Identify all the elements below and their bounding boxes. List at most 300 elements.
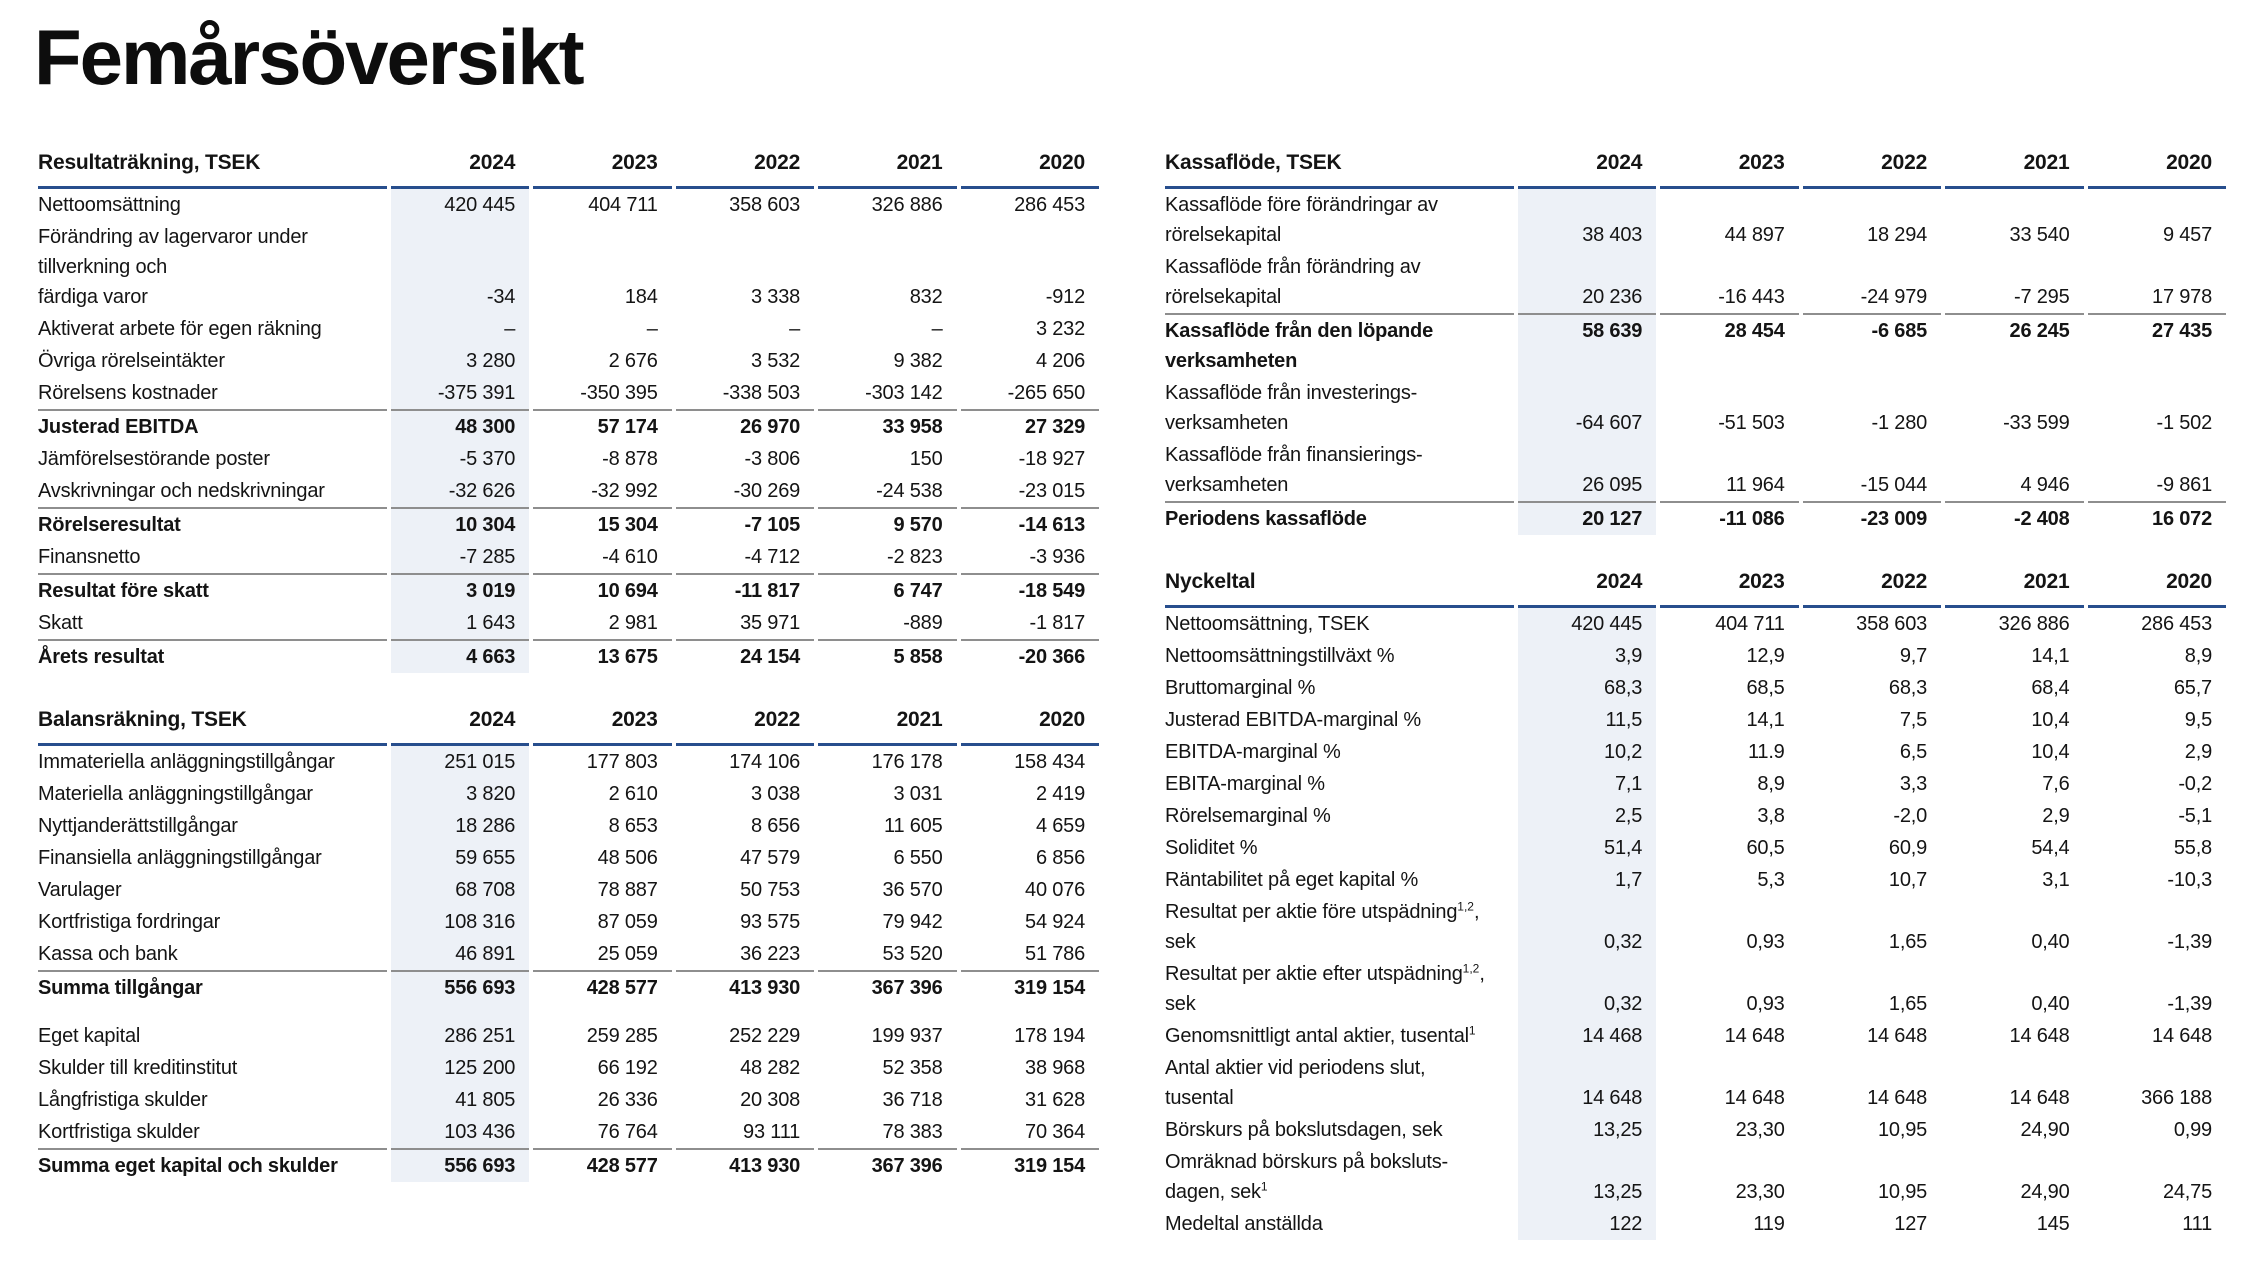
row-label: Kassaflöde före förändringar av rörelsekapital	[1165, 194, 1438, 246]
row-label: Medeltal anställda	[1165, 1213, 1323, 1235]
column-header-year: 2020	[2088, 569, 2227, 608]
cell-value: -7 295	[2013, 286, 2070, 308]
table-section-title: Balansräkning, TSEK	[38, 707, 387, 746]
cell-value: -3 806	[744, 448, 801, 470]
cell-value: 60,9	[1888, 837, 1928, 859]
cell-value: 111	[2182, 1213, 2212, 1235]
row-label: Jämförelsestörande poster	[38, 448, 270, 470]
cell-value: 3,1	[2042, 869, 2070, 891]
cell-value: -1 280	[1871, 412, 1928, 434]
cell-value: 10 304	[391, 507, 529, 541]
table-section-title: Kassaflöde, TSEK	[1165, 150, 1514, 189]
cell-value: 286 251	[391, 1004, 529, 1052]
cell-value: 18 294	[1867, 224, 1928, 246]
cell-value: 10,2	[1518, 736, 1656, 768]
cell-value: -34	[391, 221, 529, 313]
cell-value: -1,39	[2167, 931, 2212, 953]
cell-value: 832	[909, 286, 943, 308]
table-row	[38, 189, 1099, 221]
cell-value: 26 245	[1945, 313, 2083, 377]
cell-value: -1,39	[2167, 993, 2212, 1015]
table-row	[1165, 251, 2226, 313]
cell-value: –	[931, 318, 943, 340]
cell-value: 177 803	[586, 751, 658, 773]
cell-value: 428 577	[533, 970, 671, 1004]
table-row	[1165, 704, 2226, 736]
table-row	[38, 1052, 1099, 1084]
table-row	[38, 221, 1099, 313]
cell-value: 4 946	[2020, 474, 2070, 496]
table-header-row	[1165, 569, 2226, 608]
table-row	[38, 810, 1099, 842]
column-header-year: 2021	[1945, 150, 2083, 189]
row-label: Nettoomsättning	[38, 194, 181, 216]
table-row	[1165, 672, 2226, 704]
row-label: Finansiella anläggningstillgångar	[38, 847, 322, 869]
cell-value: -30 269	[733, 480, 801, 502]
cell-value: 48 300	[391, 409, 529, 443]
row-label: Kortfristiga skulder	[38, 1121, 200, 1143]
cell-value: 55,8	[2173, 837, 2212, 859]
cell-value: 46 891	[391, 938, 529, 970]
table-row	[38, 409, 1099, 443]
row-label: Kassa och bank	[38, 943, 178, 965]
row-label: Skulder till kreditinstitut	[38, 1057, 238, 1079]
cell-value: 1 643	[391, 607, 529, 639]
cell-value: 8,9	[1757, 773, 1785, 795]
cell-value: 93 575	[740, 911, 801, 933]
cell-value: 326 886	[1998, 613, 2070, 635]
cell-value: 9,7	[1899, 645, 1928, 667]
cell-value: -11 817	[676, 573, 814, 607]
cell-value: 54,4	[2031, 837, 2070, 859]
cell-value: 9 457	[2162, 224, 2212, 246]
row-label: Periodens kassaflöde	[1165, 501, 1514, 535]
cell-value: 108 316	[391, 906, 529, 938]
cell-value: 10,4	[2031, 709, 2070, 731]
table-row	[38, 475, 1099, 507]
cell-value: 4 659	[1035, 815, 1085, 837]
table-row	[38, 541, 1099, 573]
cell-value: 556 693	[391, 1148, 529, 1182]
cell-value: 3 338	[751, 286, 801, 308]
row-label: Årets resultat	[38, 639, 387, 673]
cell-value: 48 506	[597, 847, 658, 869]
column-header-year: 2022	[676, 707, 814, 746]
cell-value: 8 653	[608, 815, 658, 837]
cell-value: 16 072	[2088, 501, 2227, 535]
cell-value: -5 370	[391, 443, 529, 475]
cell-value: 12,9	[1746, 645, 1785, 667]
cell-value: 259 285	[586, 1025, 658, 1047]
cell-value: 33 540	[2009, 224, 2070, 246]
cell-value: 9,5	[2184, 709, 2212, 731]
column-header-year: 2024	[1518, 150, 1656, 189]
cell-value: 3 820	[391, 778, 529, 810]
table-row	[38, 970, 1099, 1004]
content-columns	[34, 150, 2230, 1240]
cell-value: 50 753	[740, 879, 801, 901]
balance-sheet-table	[34, 707, 1103, 1182]
cell-value: -32 626	[391, 475, 529, 507]
cell-value: 178 194	[1014, 1025, 1085, 1047]
income-statement-table	[34, 150, 1103, 673]
cell-value: 428 577	[533, 1148, 671, 1182]
cell-value: 420 445	[1518, 608, 1656, 640]
table-row	[1165, 501, 2226, 535]
cell-value: 0,32	[1518, 896, 1656, 958]
cell-value: 5,3	[1757, 869, 1785, 891]
cell-value: -350 395	[580, 382, 658, 404]
cell-value: –	[789, 318, 801, 340]
cell-value: 174 106	[729, 751, 801, 773]
cell-value: 27 329	[961, 409, 1100, 443]
cell-value: 6 856	[1035, 847, 1085, 869]
cell-value: 76 764	[597, 1121, 658, 1143]
table-row	[38, 1116, 1099, 1148]
cell-value: 6 747	[818, 573, 956, 607]
column-header-year: 2022	[676, 150, 814, 189]
cell-value: 404 711	[1715, 613, 1785, 635]
table-row	[1165, 1020, 2226, 1052]
cell-value: 251 015	[391, 746, 529, 778]
row-label: EBITDA-marginal %	[1165, 741, 1341, 763]
row-label: Långfristiga skulder	[38, 1089, 208, 1111]
row-label: Räntabilitet på eget kapital %	[1165, 869, 1419, 891]
cell-value: -18 927	[1018, 448, 1085, 470]
cell-value: 47 579	[740, 847, 801, 869]
cell-value: -14 613	[961, 507, 1100, 541]
cell-value: 93 111	[743, 1121, 801, 1143]
cell-value: 14 648	[1867, 1025, 1928, 1047]
cell-value: 3 031	[893, 783, 943, 805]
cell-value: 60,5	[1746, 837, 1785, 859]
cell-value: 8 656	[751, 815, 801, 837]
cell-value: 51 786	[1025, 943, 1085, 965]
cell-value: 184	[624, 286, 658, 308]
column-header-year: 2023	[1660, 150, 1798, 189]
cell-value: 38 968	[1025, 1057, 1085, 1079]
cell-value: 11,5	[1518, 704, 1656, 736]
cell-value: -8 878	[602, 448, 658, 470]
cell-value: 252 229	[729, 1025, 801, 1047]
table-header-row	[38, 150, 1099, 189]
cell-value: 319 154	[961, 1148, 1100, 1182]
page-title: Femårsöversikt	[34, 13, 583, 101]
row-label: Kassaflöde från förändring av rörelsekapital	[1165, 256, 1421, 308]
cell-value: -0,2	[2178, 773, 2212, 795]
row-label: Eget kapital	[38, 1025, 141, 1047]
cell-value: 79 942	[882, 911, 943, 933]
cell-value: 65,7	[2173, 677, 2212, 699]
cell-value: 26 970	[676, 409, 814, 443]
cell-value: 3 532	[751, 350, 801, 372]
table-row	[1165, 189, 2226, 251]
cell-value: 150	[909, 448, 943, 470]
table-row	[1165, 896, 2226, 958]
cell-value: 366 188	[2141, 1087, 2212, 1109]
table-row	[1165, 608, 2226, 640]
cell-value: 367 396	[818, 970, 956, 1004]
cell-value: 24 154	[676, 639, 814, 673]
cell-value: -2 408	[1945, 501, 2083, 535]
row-label: Soliditet %	[1165, 837, 1258, 859]
cell-value: 36 570	[882, 879, 943, 901]
row-label: Rörelsens kostnader	[38, 382, 218, 404]
cell-value: 24,90	[2020, 1181, 2070, 1203]
cell-value: 54 924	[1025, 911, 1085, 933]
column-header-year: 2021	[818, 707, 956, 746]
table-row	[1165, 1052, 2226, 1114]
cell-value: 6 550	[893, 847, 943, 869]
cell-value: 413 930	[676, 1148, 814, 1182]
cell-value: 103 436	[391, 1116, 529, 1148]
cell-value: 3 280	[391, 345, 529, 377]
cell-value: 3,9	[1518, 640, 1656, 672]
cell-value: 556 693	[391, 970, 529, 1004]
table-row	[38, 313, 1099, 345]
column-header-year: 2023	[533, 150, 671, 189]
cell-value: -303 142	[865, 382, 943, 404]
cell-value: 20 236	[1518, 251, 1656, 313]
cell-value: 78 887	[597, 879, 658, 901]
row-label: Rörelsemarginal %	[1165, 805, 1331, 827]
column-header-year: 2022	[1803, 150, 1941, 189]
cell-value: 14 648	[1867, 1087, 1928, 1109]
row-label: Skatt	[38, 612, 83, 634]
table-row	[38, 377, 1099, 409]
cell-value: 17 978	[2152, 286, 2212, 308]
table-row	[1165, 1146, 2226, 1208]
cell-value: 0,32	[1518, 958, 1656, 1020]
cell-value: 119	[1753, 1213, 1785, 1235]
cell-value: -2 823	[886, 546, 943, 568]
cell-value: 2,9	[2042, 805, 2070, 827]
cell-value: 3,3	[1899, 773, 1928, 795]
cell-value: 23,30	[1735, 1181, 1785, 1203]
cell-value: 319 154	[961, 970, 1100, 1004]
row-label: Rörelseresultat	[38, 507, 387, 541]
cell-value: 11 605	[884, 815, 943, 837]
cell-value: 57 174	[533, 409, 671, 443]
left-column	[34, 150, 1103, 1240]
row-label: Aktiverat arbete för egen räkning	[38, 318, 322, 340]
cell-value: 1,65	[1888, 931, 1928, 953]
cell-value: 48 282	[740, 1057, 801, 1079]
table-row	[1165, 313, 2226, 377]
cell-value: 1,7	[1518, 864, 1656, 896]
cell-value: -20 366	[961, 639, 1100, 673]
cell-value: 38 403	[1518, 189, 1656, 251]
cell-value: 122	[1518, 1208, 1656, 1240]
table-row	[1165, 1208, 2226, 1240]
key-figures-table	[1161, 569, 2230, 1240]
cell-value: 413 930	[676, 970, 814, 1004]
cell-value: -912	[1045, 286, 1085, 308]
cell-value: 0,93	[1746, 993, 1785, 1015]
cell-value: 44 897	[1724, 224, 1785, 246]
row-label: Kortfristiga fordringar	[38, 911, 221, 933]
cell-value: 68,3	[1518, 672, 1656, 704]
cell-value: -889	[903, 612, 943, 634]
cell-value: -4 610	[602, 546, 658, 568]
cell-value: -10,3	[2167, 869, 2212, 891]
cell-value: 27 435	[2088, 313, 2227, 377]
table-row	[38, 938, 1099, 970]
cell-value: 358 603	[729, 194, 801, 216]
column-header-year: 2022	[1803, 569, 1941, 608]
table-row	[38, 874, 1099, 906]
cell-value: 13,25	[1518, 1114, 1656, 1146]
cell-value: 10,95	[1878, 1119, 1928, 1141]
cell-value: -1 817	[1029, 612, 1085, 634]
cell-value: 5 858	[818, 639, 956, 673]
cell-value: 68 708	[391, 874, 529, 906]
table-section-title: Resultaträkning, TSEK	[38, 150, 387, 189]
cell-value: 1,65	[1888, 993, 1928, 1015]
cell-value: 199 937	[871, 1025, 943, 1047]
cell-value: 70 364	[1025, 1121, 1085, 1143]
cell-value: 0,40	[2031, 931, 2070, 953]
table-row	[38, 778, 1099, 810]
cell-value: 20 308	[740, 1089, 801, 1111]
cell-value: 158 434	[1014, 751, 1085, 773]
cell-value: 68,4	[2031, 677, 2070, 699]
cell-value: 0,99	[2173, 1119, 2212, 1141]
cell-value: 367 396	[818, 1148, 956, 1182]
table-row	[1165, 439, 2226, 501]
row-label: Antal aktier vid periodens slut, tusental	[1165, 1057, 1426, 1109]
cell-value: 14 648	[1724, 1087, 1785, 1109]
table-row	[1165, 864, 2226, 896]
cell-value: 35 971	[740, 612, 801, 634]
cell-value: 11 964	[1726, 474, 1785, 496]
cell-value: -11 086	[1660, 501, 1798, 535]
row-label: Börskurs på bokslutsdagen, sek	[1165, 1119, 1443, 1141]
cell-value: -23 009	[1803, 501, 1941, 535]
cell-value: 26 095	[1518, 439, 1656, 501]
cell-value: 58 639	[1518, 313, 1656, 377]
cell-value: 40 076	[1025, 879, 1085, 901]
cell-value: 31 628	[1025, 1089, 1085, 1111]
cell-value: 0,40	[2031, 993, 2070, 1015]
cell-value: 358 603	[1856, 613, 1928, 635]
row-label: Resultat per aktie före utspädning$^{1,2}$, sek	[1165, 899, 1480, 953]
cell-value: 14 648	[2152, 1025, 2212, 1047]
cell-value: 28 454	[1660, 313, 1798, 377]
cell-value: 2 419	[1035, 783, 1085, 805]
cell-value: 2,9	[2184, 741, 2212, 763]
row-label: Summa tillgångar	[38, 970, 387, 1004]
table-row	[1165, 832, 2226, 864]
cell-value: 24,75	[2162, 1181, 2212, 1203]
cell-value: -7 105	[676, 507, 814, 541]
cell-value: 87 059	[597, 911, 658, 933]
table-row	[38, 345, 1099, 377]
cell-value: 0,93	[1746, 931, 1785, 953]
row-label: Förändring av lagervaror under tillverkning och färdiga varor	[38, 226, 308, 308]
cell-value: 420 445	[391, 189, 529, 221]
table-row	[1165, 958, 2226, 1020]
column-header-year: 2021	[1945, 569, 2083, 608]
table-row	[38, 906, 1099, 938]
row-label: Finansnetto	[38, 546, 141, 568]
cell-value: 4 206	[1035, 350, 1085, 372]
cell-value: 14 648	[1518, 1052, 1656, 1114]
table-row	[38, 443, 1099, 475]
cell-value: 14 468	[1518, 1020, 1656, 1052]
cell-value: -2,0	[1893, 805, 1928, 827]
row-label: Justerad EBITDA	[38, 409, 387, 443]
cell-value: -3 936	[1029, 546, 1085, 568]
cell-value: 14,1	[2031, 645, 2070, 667]
table-row	[38, 573, 1099, 607]
cell-value: 7,5	[1899, 709, 1928, 731]
cell-value: 14 648	[2009, 1087, 2070, 1109]
table-row	[1165, 768, 2226, 800]
column-header-year: 2020	[961, 150, 1100, 189]
cell-value: 41 805	[391, 1084, 529, 1116]
cell-value: -6 685	[1803, 313, 1941, 377]
row-label: Kassaflöde från den löpande verksamheten	[1165, 313, 1514, 377]
column-header-year: 2023	[1660, 569, 1798, 608]
table-row	[1165, 377, 2226, 439]
row-label: Omräknad börskurs på boksluts- dagen, sek$^1$	[1165, 1151, 1449, 1203]
cell-value: 53 520	[882, 943, 943, 965]
cell-value: 10,7	[1888, 869, 1928, 891]
cell-value: -51 503	[1718, 412, 1785, 434]
cell-value: 14 648	[1724, 1025, 1785, 1047]
right-column	[1161, 150, 2230, 1240]
cell-value: 26 336	[597, 1089, 658, 1111]
cell-value: 7,6	[2042, 773, 2070, 795]
cell-value: 13,25	[1518, 1146, 1656, 1208]
cell-value: 9 382	[893, 350, 943, 372]
row-label: Nyttjanderättstillgångar	[38, 815, 238, 837]
table-row	[38, 842, 1099, 874]
table-row	[38, 639, 1099, 673]
cell-value: 20 127	[1518, 501, 1656, 535]
cell-value: 10,95	[1878, 1181, 1928, 1203]
table-row	[1165, 640, 2226, 672]
row-label: Summa eget kapital och skulder	[38, 1148, 387, 1182]
table-row	[38, 507, 1099, 541]
cell-value: –	[646, 318, 658, 340]
cell-value: 15 304	[533, 507, 671, 541]
table-row	[1165, 736, 2226, 768]
cell-value: 78 383	[882, 1121, 943, 1143]
cell-value: 18 286	[391, 810, 529, 842]
cell-value: -5,1	[2178, 805, 2212, 827]
row-label: Övriga rörelseintäkter	[38, 350, 225, 372]
cell-value: -4 712	[744, 546, 801, 568]
table-header-row	[38, 707, 1099, 746]
cell-value: 404 711	[588, 194, 658, 216]
cell-value: -32 992	[591, 480, 658, 502]
cell-value: -16 443	[1718, 286, 1785, 308]
cell-value: -265 650	[1007, 382, 1085, 404]
row-label: Kassaflöde från investerings- verksamheten	[1165, 382, 1418, 434]
cell-value: -338 503	[722, 382, 801, 404]
cell-value: 2 981	[608, 612, 658, 634]
row-label: Immateriella anläggningstillgångar	[38, 751, 335, 773]
cell-value: -9 861	[2156, 474, 2212, 496]
table-section-title: Nyckeltal	[1165, 569, 1514, 608]
cell-value: 8,9	[2184, 645, 2212, 667]
cell-value: 2,5	[1518, 800, 1656, 832]
cell-value: 59 655	[391, 842, 529, 874]
column-header-year: 2020	[961, 707, 1100, 746]
